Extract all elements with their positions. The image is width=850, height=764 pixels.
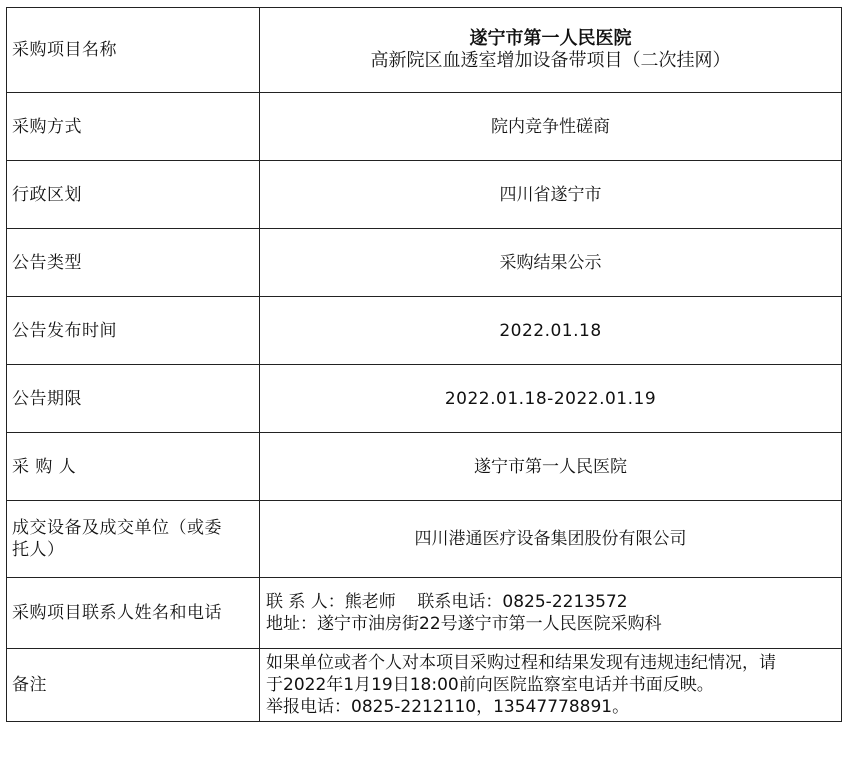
row-project-name: [7, 8, 842, 93]
region-value: 四川省遂宁市: [260, 161, 842, 229]
notice-type-value: 采购结果公示: [260, 229, 842, 297]
remarks-line1: 如果单位或者个人对本项目采购过程和结果发现有违规违纪情况，请: [266, 653, 776, 673]
winner-label: [7, 501, 260, 578]
remarks-label: 备注: [7, 649, 260, 722]
contact-value: [260, 578, 842, 649]
method-value: 院内竞争性磋商: [260, 93, 842, 161]
contact-line2: 地址：遂宁市油房街22号遂宁市第一人民医院采购科: [266, 614, 662, 634]
project-name-line1: 遂宁市第一人民医院: [469, 28, 632, 49]
purchaser-value: 遂宁市第一人民医院: [260, 433, 842, 501]
row-region: [7, 161, 842, 229]
region-label: 行政区划: [7, 161, 260, 229]
purchaser-label: 采 购 人: [7, 433, 260, 501]
publish-time-label: 公告发布时间: [7, 297, 260, 365]
notice-period-label: 公告期限: [7, 365, 260, 433]
project-name-label: 采购项目名称: [7, 8, 260, 93]
winner-label-line1: 成交设备及成交单位（或委: [12, 518, 222, 538]
procurement-info-table: [6, 7, 842, 722]
notice-type-label: 公告类型: [7, 229, 260, 297]
contact-label: 采购项目联系人姓名和电话: [7, 578, 260, 649]
project-name-line2: 高新院区血透室增加设备带项目（二次挂网）: [370, 50, 731, 71]
row-purchaser: [7, 433, 842, 501]
winner-value: 四川港通医疗设备集团股份有限公司: [260, 501, 842, 578]
row-notice-type: [7, 229, 842, 297]
row-publish-time: [7, 297, 842, 365]
publish-time-value: 2022.01.18: [260, 297, 842, 365]
row-contact: [7, 578, 842, 649]
method-label: 采购方式: [7, 93, 260, 161]
row-notice-period: [7, 365, 842, 433]
project-name-value: [260, 8, 842, 93]
row-method: [7, 93, 842, 161]
remarks-line2: 于2022年1月19日18:00前向医院监察室电话并书面反映。: [266, 675, 714, 695]
notice-period-value: 2022.01.18-2022.01.19: [260, 365, 842, 433]
row-remarks: [7, 649, 842, 722]
remarks-line3: 举报电话：0825-2212110，13547778891。: [266, 697, 630, 717]
row-winner: [7, 501, 842, 578]
remarks-value: [260, 649, 842, 722]
contact-line1: 联 系 人：熊老师 联系电话：0825-2213572: [266, 592, 628, 612]
winner-label-line2: 托人）: [12, 540, 65, 560]
